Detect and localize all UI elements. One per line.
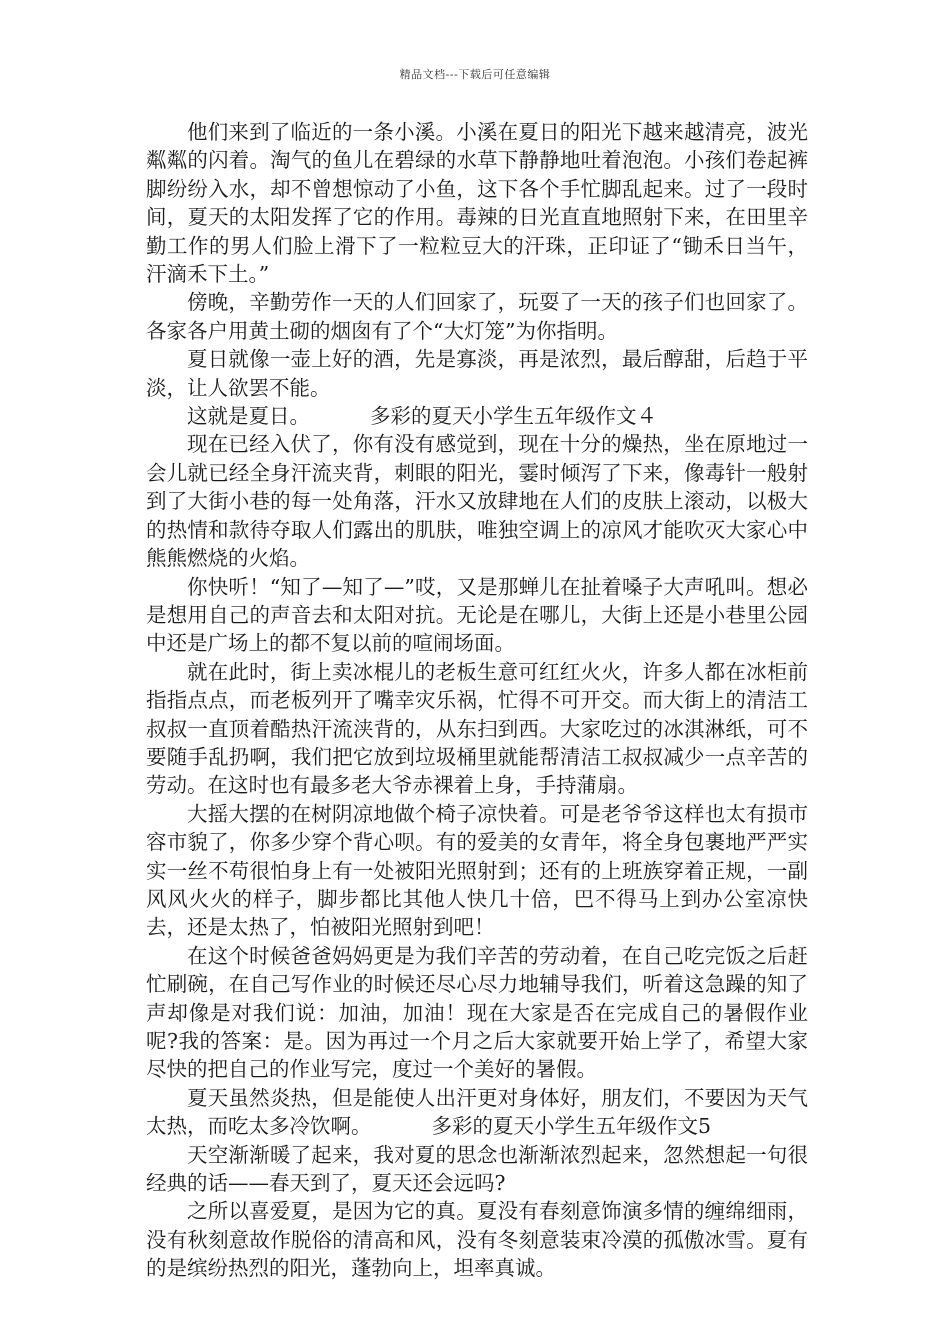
paragraph-with-essay-title: [146, 402, 808, 430]
paragraph: 他们来到了临近的一条小溪。小溪在夏日的阳光下越来越清亮，波光粼粼的闪着。淘气的鱼儿在碧绿的水草下静静地吐着泡泡。小孩们卷起裤脚纷纷入水，却不曾想惊动了小鱼，这下各个手忙脚乱起来。过了一段时间，夏天的太阳发挥了它的作用。毒辣的日光直直地照射下来，在田里辛勤工作的男人们脸上滑下了一粒粒豆大的汗珠，正印证了“锄禾日当午，汗滴禾下土。”: [146, 120, 808, 287]
paragraph: 之所以喜爱夏，是因为它的真。夏没有春刻意饰演多情的缠绵细雨，没有秋刻意故作脱俗的清高和风，没有冬刻意装束冷漠的孤傲冰雪。夏有的是缤纷热烈的阳光，蓬勃向上，坦率真诚。: [146, 1199, 808, 1281]
paragraph-with-essay-title: [146, 1084, 808, 1141]
page-header: 精品文档---下载后可任意编辑: [399, 68, 551, 81]
document-body: [146, 118, 808, 1283]
essay-title: 多彩的夏天小学生五年级作文5: [431, 1114, 712, 1139]
paragraph-lead: 夏天虽然炎热，但是能使人出汗更对身体好，朋友们，不要因为天气太热，而吃太多冷饮啊。: [146, 1085, 808, 1139]
paragraph: 天空渐渐暖了起来，我对夏的思念也渐渐浓烈起来，忽然想起一句很经典的话——春天到了，夏天还会远吗?: [146, 1142, 808, 1196]
paragraph: 你快听！“知了—知了—”哎，又是那蝉儿在扯着嗓子大声吼叫。想必是想用自己的声音去和太阳对抗。无论是在哪儿，大街上还是小巷里公园中还是广场上的都不复以前的喧闹场面。: [146, 574, 808, 656]
essay-title: 多彩的夏天小学生五年级作文４: [370, 404, 657, 429]
paragraph: 就在此时，街上卖冰棍儿的老板生意可红红火火，许多人都在冰柜前指指点点，而老板列开了嘴幸灾乐祸，忙得不可开交。而大街上的清洁工叔叔一直顶着酷热汗流浃背的，从东扫到西。大家吃过的冰淇淋纸，可不要随手乱扔啊，我们把它放到垃圾桶里就能帮清洁工叔叔减少一点辛苦的劳动。在这时也有最多老大爷赤裸着上身，手持蒲扇。: [146, 659, 808, 798]
paragraph: 傍晚，辛勤劳作一天的人们回家了，玩耍了一天的孩子们也回家了。各家各户用黄土砌的烟囱有了个“大灯笼”为你指明。: [146, 290, 808, 343]
paragraph: 在这个时候爸爸妈妈更是为我们辛苦的劳动着，在自己吃完饭之后赶忙刷碗，在自己写作业的时候还尽心尽力地辅导我们，听着这急躁的知了声却像是对我们说：加油，加油！现在大家是否在完成自己的暑假作业呢?我的答案：是。因为再过一个月之后大家就要开始上学了，希望大家尽快的把自己的作业写完，度过一个美好的暑假。: [146, 943, 808, 1082]
paragraph: 大摇大摆的在树阴凉地做个椅子凉快着。可是老爷爷这样也太有损市容市貌了，你多少穿个背心呗。有的爱美的女青年，将全身包裹地严严实实一丝不苟很怕身上有一处被阳光照射到；还有的上班族穿着正规，一副风风火火的样子，脚步都比其他人快几十倍，巴不得马上到办公室凉快去，还是太热了，怕被阳光照射到吧！: [146, 801, 808, 940]
paragraph: 现在已经入伏了，你有没有感觉到，现在十分的燥热，坐在原地过一会儿就已经全身汗流夹背，刺眼的阳光，霎时倾泻了下来，像毒针一般射到了大街小巷的每一处角落，汗水又放肆地在人们的皮肤上滚动，以极大的热情和款待夺取人们露出的肌肤，唯独空调上的凉风才能吹灭大家心中熊熊燃烧的火焰。: [146, 432, 808, 571]
paragraph: 夏日就像一壶上好的酒，先是寡淡，再是浓烈，最后醇甜，后趋于平淡，让人欲罢不能。: [146, 347, 808, 400]
paragraph-lead: 这就是夏日。: [187, 404, 310, 429]
